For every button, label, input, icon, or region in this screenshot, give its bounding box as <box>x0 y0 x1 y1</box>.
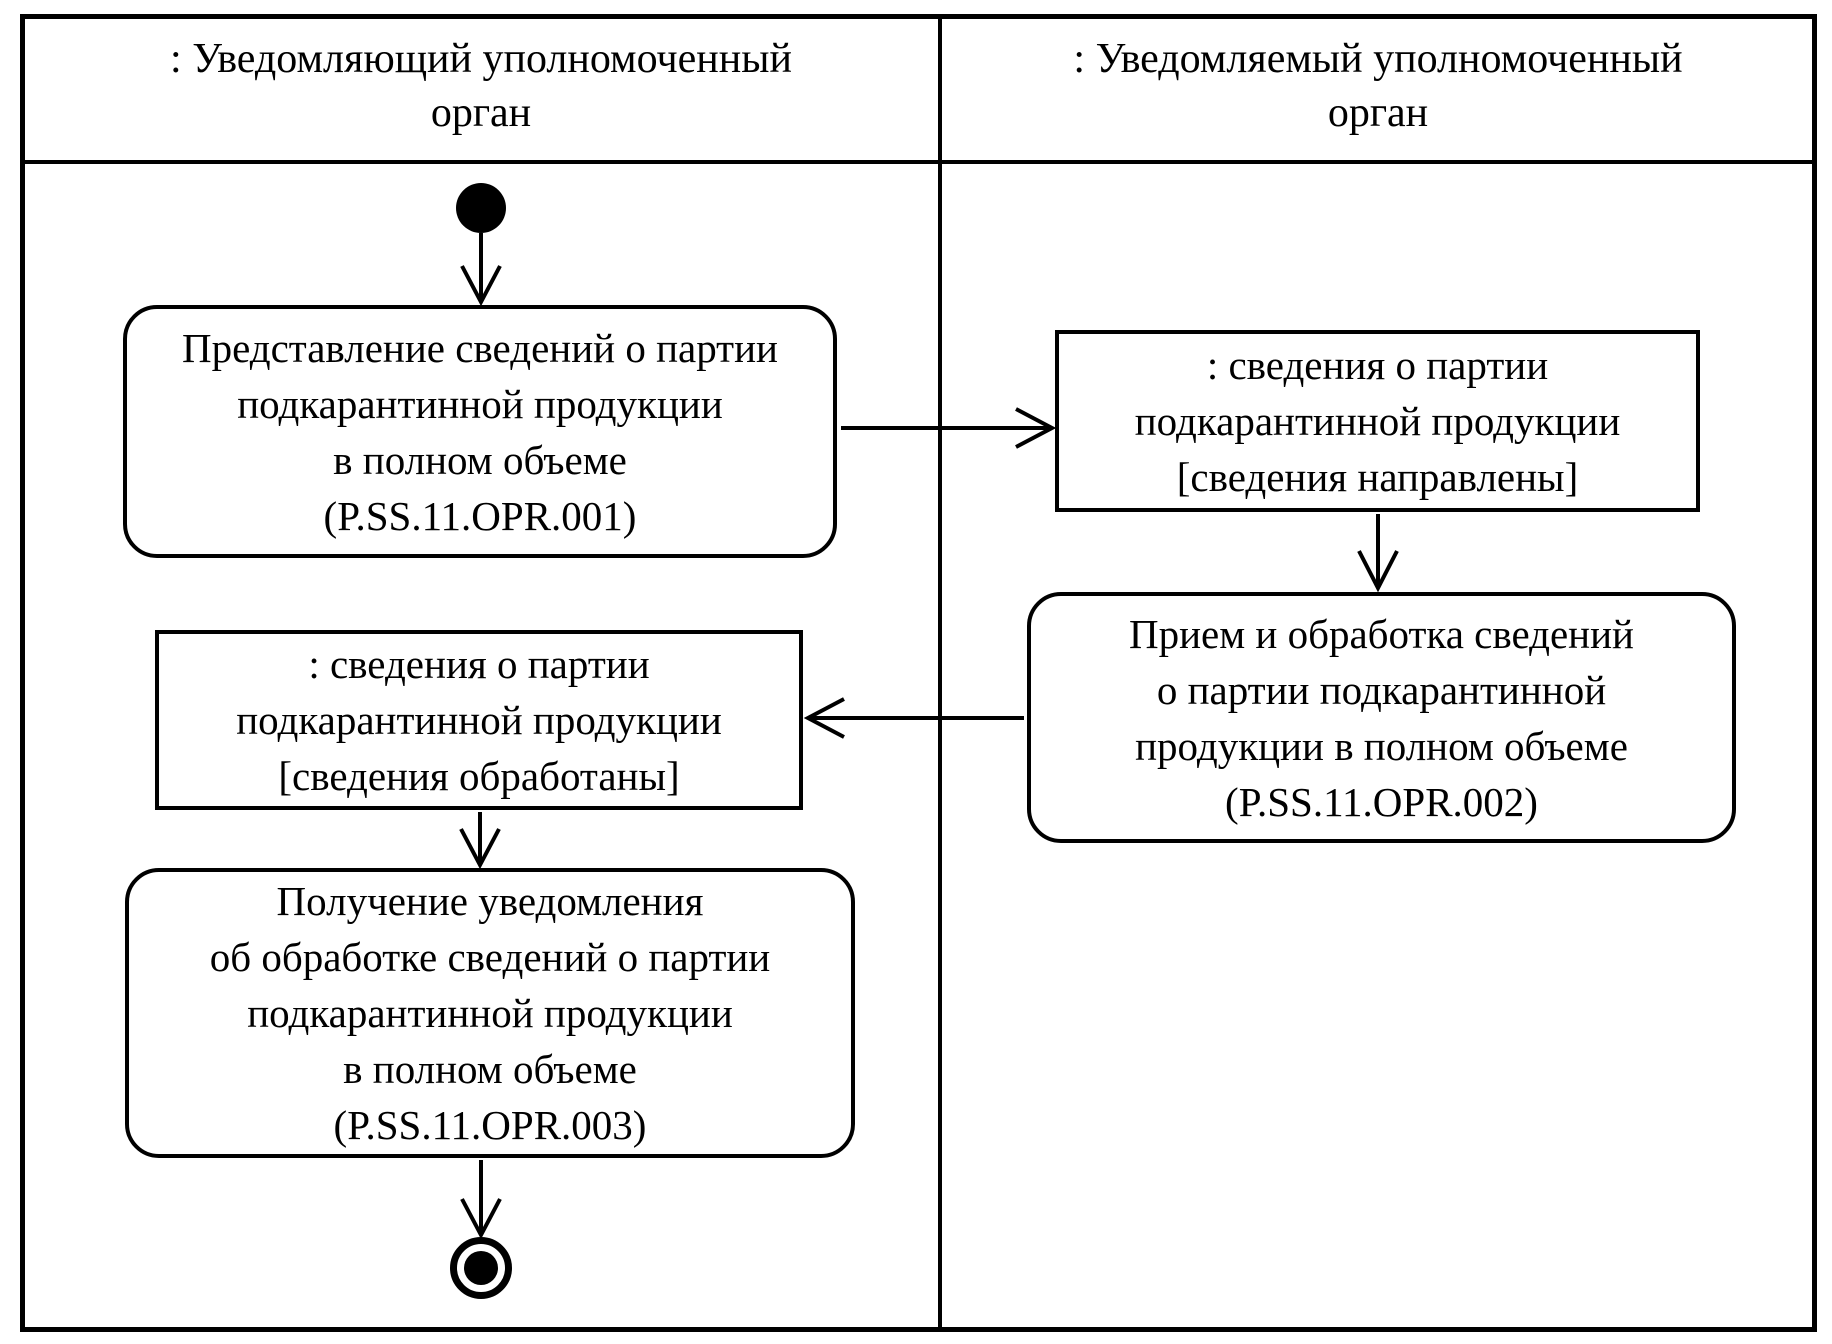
lane-header-line: орган <box>1327 90 1429 136</box>
initial-node <box>456 183 506 233</box>
node-code-line: (P.SS.11.OPR.002) <box>1225 778 1538 825</box>
final-node <box>450 1237 512 1299</box>
node-text-line: Представление сведений о партии <box>181 324 778 371</box>
node-text-line: об обработке сведений о партии <box>209 934 771 980</box>
node-text-line: в полном объеме <box>333 436 627 483</box>
node-text-line: подкарантинной продукции <box>1134 398 1621 444</box>
node-code-line: (P.SS.11.OPR.003) <box>333 1102 647 1148</box>
object-consignment-data-processed <box>155 630 803 810</box>
lane-header-separator <box>20 160 1817 164</box>
node-text-line: в полном объеме <box>343 1046 637 1092</box>
swimlane-divider <box>938 14 942 1332</box>
lane-header-line: : Уведомляющий уполномоченный <box>170 36 792 82</box>
lane-header-notifying-body <box>24 32 938 140</box>
node-text-line: продукции в полном объеме <box>1135 722 1628 769</box>
object-consignment-data-sent <box>1055 330 1700 512</box>
final-node-core <box>464 1251 498 1285</box>
lane-header-line: орган <box>430 90 532 136</box>
node-state-line: [сведения обработаны] <box>278 753 680 799</box>
node-text-line: : сведения о партии <box>308 641 650 687</box>
node-text-line: подкарантинной продукции <box>247 990 733 1036</box>
node-text-line: подкарантинной продукции <box>237 380 723 427</box>
node-text-line: подкарантинной продукции <box>236 697 722 743</box>
node-code-line: (P.SS.11.OPR.001) <box>323 492 637 539</box>
activity-present-data-opr001 <box>123 305 837 558</box>
lane-header-notified-body <box>942 32 1814 140</box>
activity-receive-process-opr002 <box>1027 592 1736 843</box>
node-text-line: о партии подкарантинной <box>1156 666 1607 713</box>
node-state-line: [сведения направлены] <box>1176 454 1579 500</box>
activity-receive-notification-opr003 <box>125 868 855 1158</box>
node-text-line: : сведения о партии <box>1206 342 1549 388</box>
node-text-line: Получение уведомления <box>276 878 704 924</box>
node-text-line: Прием и обработка сведений <box>1128 610 1635 657</box>
lane-header-line: : Уведомляемый уполномоченный <box>1073 36 1683 82</box>
